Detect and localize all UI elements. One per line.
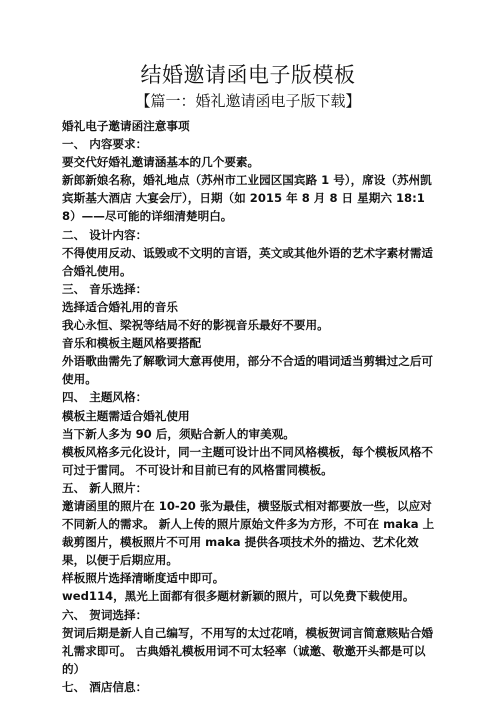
paragraph: 外语歌曲需先了解歌词大意再使用，部分不合适的唱词适当剪辑过之后可使用。 <box>62 354 434 387</box>
section-heading: 三、 音乐选择： <box>62 281 148 296</box>
paragraph: wed114，黑光上面都有很多题材新颖的照片，可以免费下载使用。 <box>62 589 415 604</box>
document-subtitle: 【篇一：婚礼邀请函电子版下载】 <box>135 92 361 110</box>
paragraph: 我心永恒、梁祝等结局不好的影视音乐最好不要用。 <box>62 318 329 333</box>
paragraph: 要交代好婚礼邀请涵基本的几个要素。 <box>62 155 260 170</box>
paragraph: 邀请函里的照片在 10-20 张为最佳，横竖版式相对都要放一些，以应对不同新人的需求。 新人上传的照片原始文件多为方形，不可在 maka 上裁剪图片，模板照片不可用 maka 提供各项技术外的描边、艺术化效果，以便于后期应用。 <box>62 498 435 568</box>
paragraph: 当下新人多为 90 后，须贴合新人的审美观。 <box>62 426 295 441</box>
document-body <box>62 117 436 696</box>
section-heading: 六、 贺词选择： <box>62 607 148 622</box>
paragraph: 选择适合婚礼用的音乐 <box>62 299 178 314</box>
paragraph: 新郎新娘名称，婚礼地点（苏州市工业园区国宾路 1 号），席设（苏州凯宾斯基大酒店 大宴会厅），日期（如 2015 年 8 月 8 日 星期六 18:18）——尽可能的详细清楚明白。 <box>62 173 432 224</box>
paragraph: 样板照片选择清晰度适中即可。 <box>62 571 225 586</box>
document-title: 结婚邀请函电子版模板 <box>140 63 356 87</box>
paragraph: 贺词后期是新人自己编写，不用写的太过花哨，模板贺词言简意赅贴合婚礼需求即可。 古典婚礼模板用词不可太轻率（诚邀、敬邀开头都是可以的） <box>62 625 434 676</box>
section-heading: 七、 酒店信息： <box>62 679 148 694</box>
paragraph: 模板风格多元化设计，同一主题可设计出不同风格模板，每个模板风格不可过于雷同。 不可设计和目前已有的风格雷同模板。 <box>62 444 434 477</box>
section-heading: 二、 设计内容： <box>62 227 148 242</box>
section-heading: 五、 新人照片： <box>62 480 148 495</box>
section-heading: 婚礼电子邀请函注意事项 <box>62 119 190 133</box>
paragraph: 不得使用反动、诋毁或不文明的言语，英文或其他外语的艺术字素材需适合婚礼使用。 <box>62 245 434 278</box>
paragraph: 模板主题需适合婚礼使用 <box>62 408 190 423</box>
paragraph: 音乐和模板主题风格要搭配 <box>62 336 202 351</box>
section-heading: 一、 内容要求： <box>62 137 148 152</box>
section-heading: 四、 主题风格： <box>62 390 148 405</box>
